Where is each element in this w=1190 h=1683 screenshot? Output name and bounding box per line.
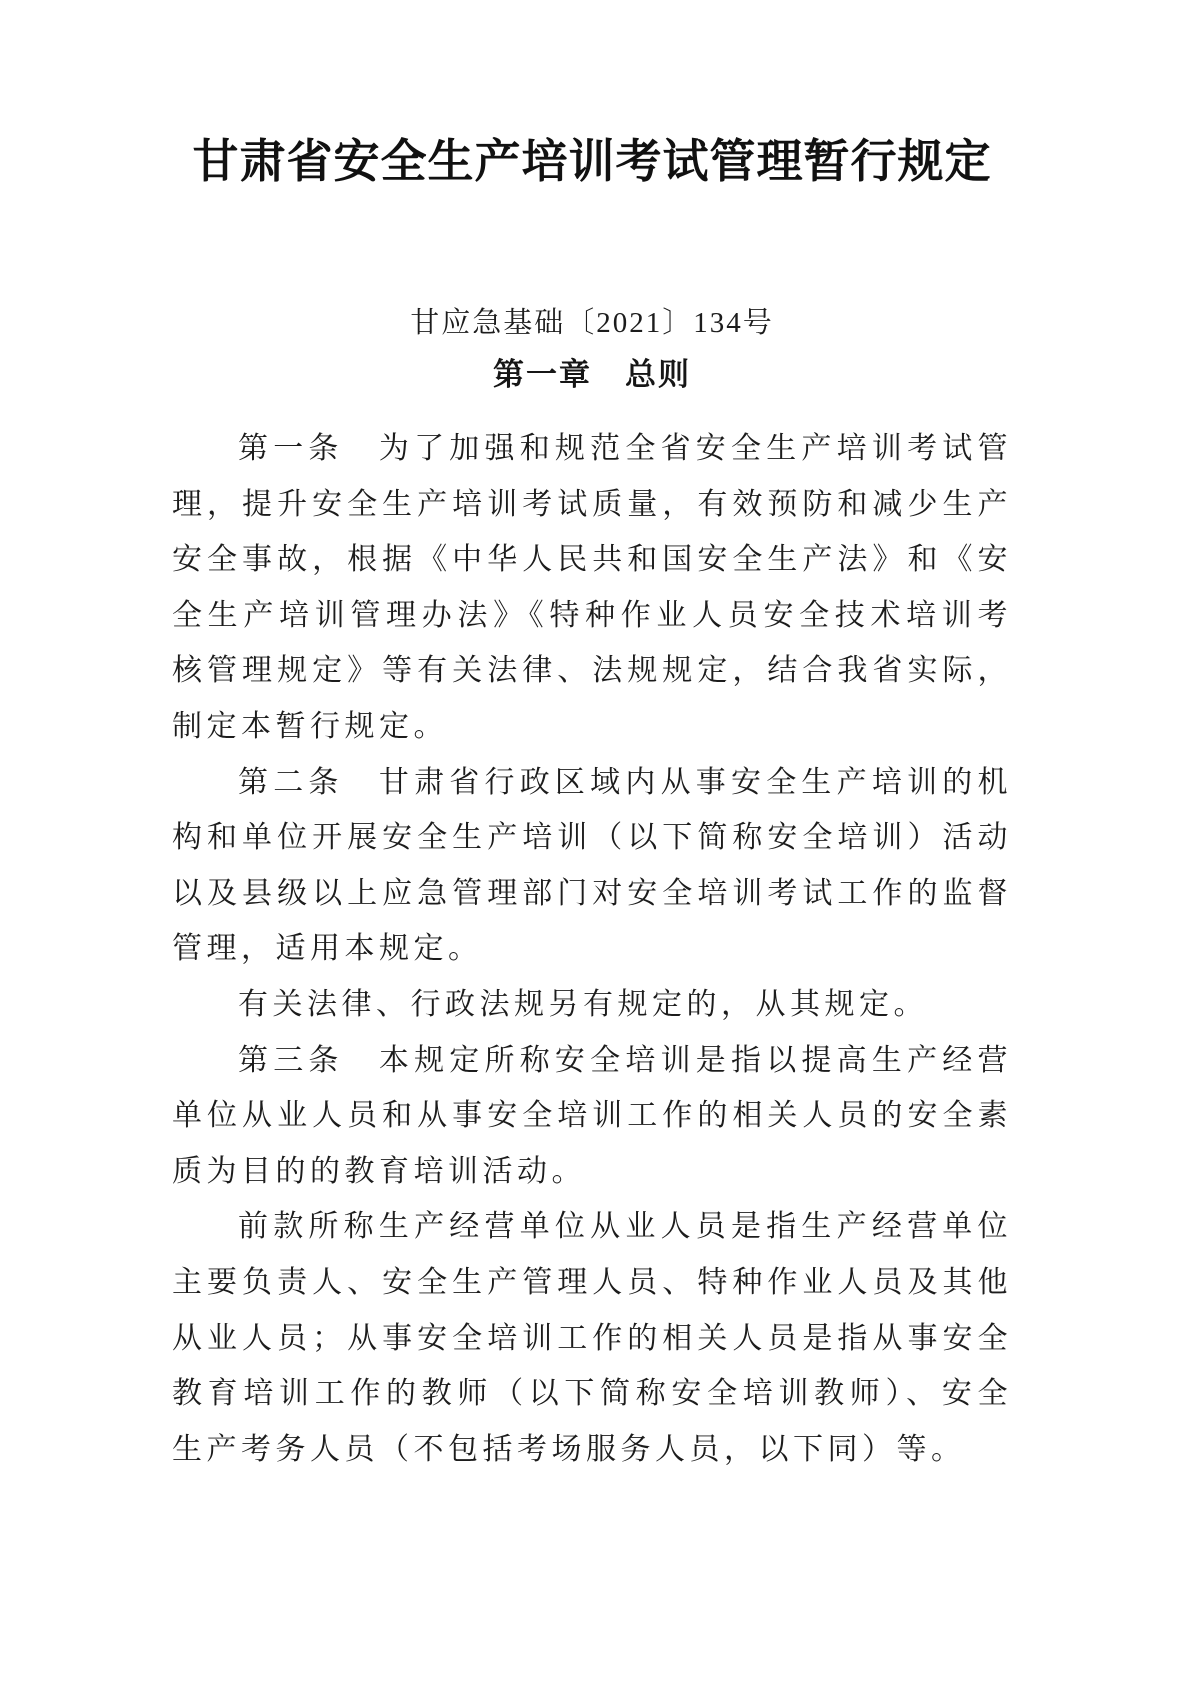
body-paragraph-article-2: 第二条 甘肃省行政区域内从事安全生产培训的机构和单位开展安全生产培训（以下简称安全培训）活动以及县级以上应急管理部门对安全培训考试工作的监督管理，适用本规定。 [172, 765, 1012, 966]
body-paragraph-article-3: 第三条 本规定所称安全培训是指以提高生产经营单位从业人员和从事安全培训工作的相关人员的安全素质为目的的教育培训活动。 [172, 1043, 1012, 1188]
document-title: 甘肃省安全生产培训考试管理暂行规定 [192, 136, 992, 187]
body-paragraph-article-3-supplement: 前款所称生产经营单位从业人员是指生产经营单位主要负责人、安全生产管理人员、特种作业人员及其他从业人员；从事安全培训工作的相关人员是指从事安全教育培训工作的教师（以下简称安全培训教师）、安全生产考务人员（不包括考场服务人员，以下同）等。 [172, 1210, 1012, 1466]
document-body [172, 421, 1012, 1477]
document-number: 甘应急基础〔2021〕134号 [410, 307, 774, 339]
chapter-heading: 第一章 总则 [493, 357, 691, 392]
body-paragraph-article-2-supplement: 有关法律、行政法规另有规定的，从其规定。 [238, 987, 928, 1021]
body-paragraph-article-1: 第一条 为了加强和规范全省安全生产培训考试管理，提升安全生产培训考试质量，有效预防和减少生产安全事故，根据《中华人民共和国安全生产法》和《安全生产培训管理办法》《特种作业人员安全技术培训考核管理规定》等有关法律、法规规定，结合我省实际，制定本暂行规定。 [172, 432, 1012, 743]
